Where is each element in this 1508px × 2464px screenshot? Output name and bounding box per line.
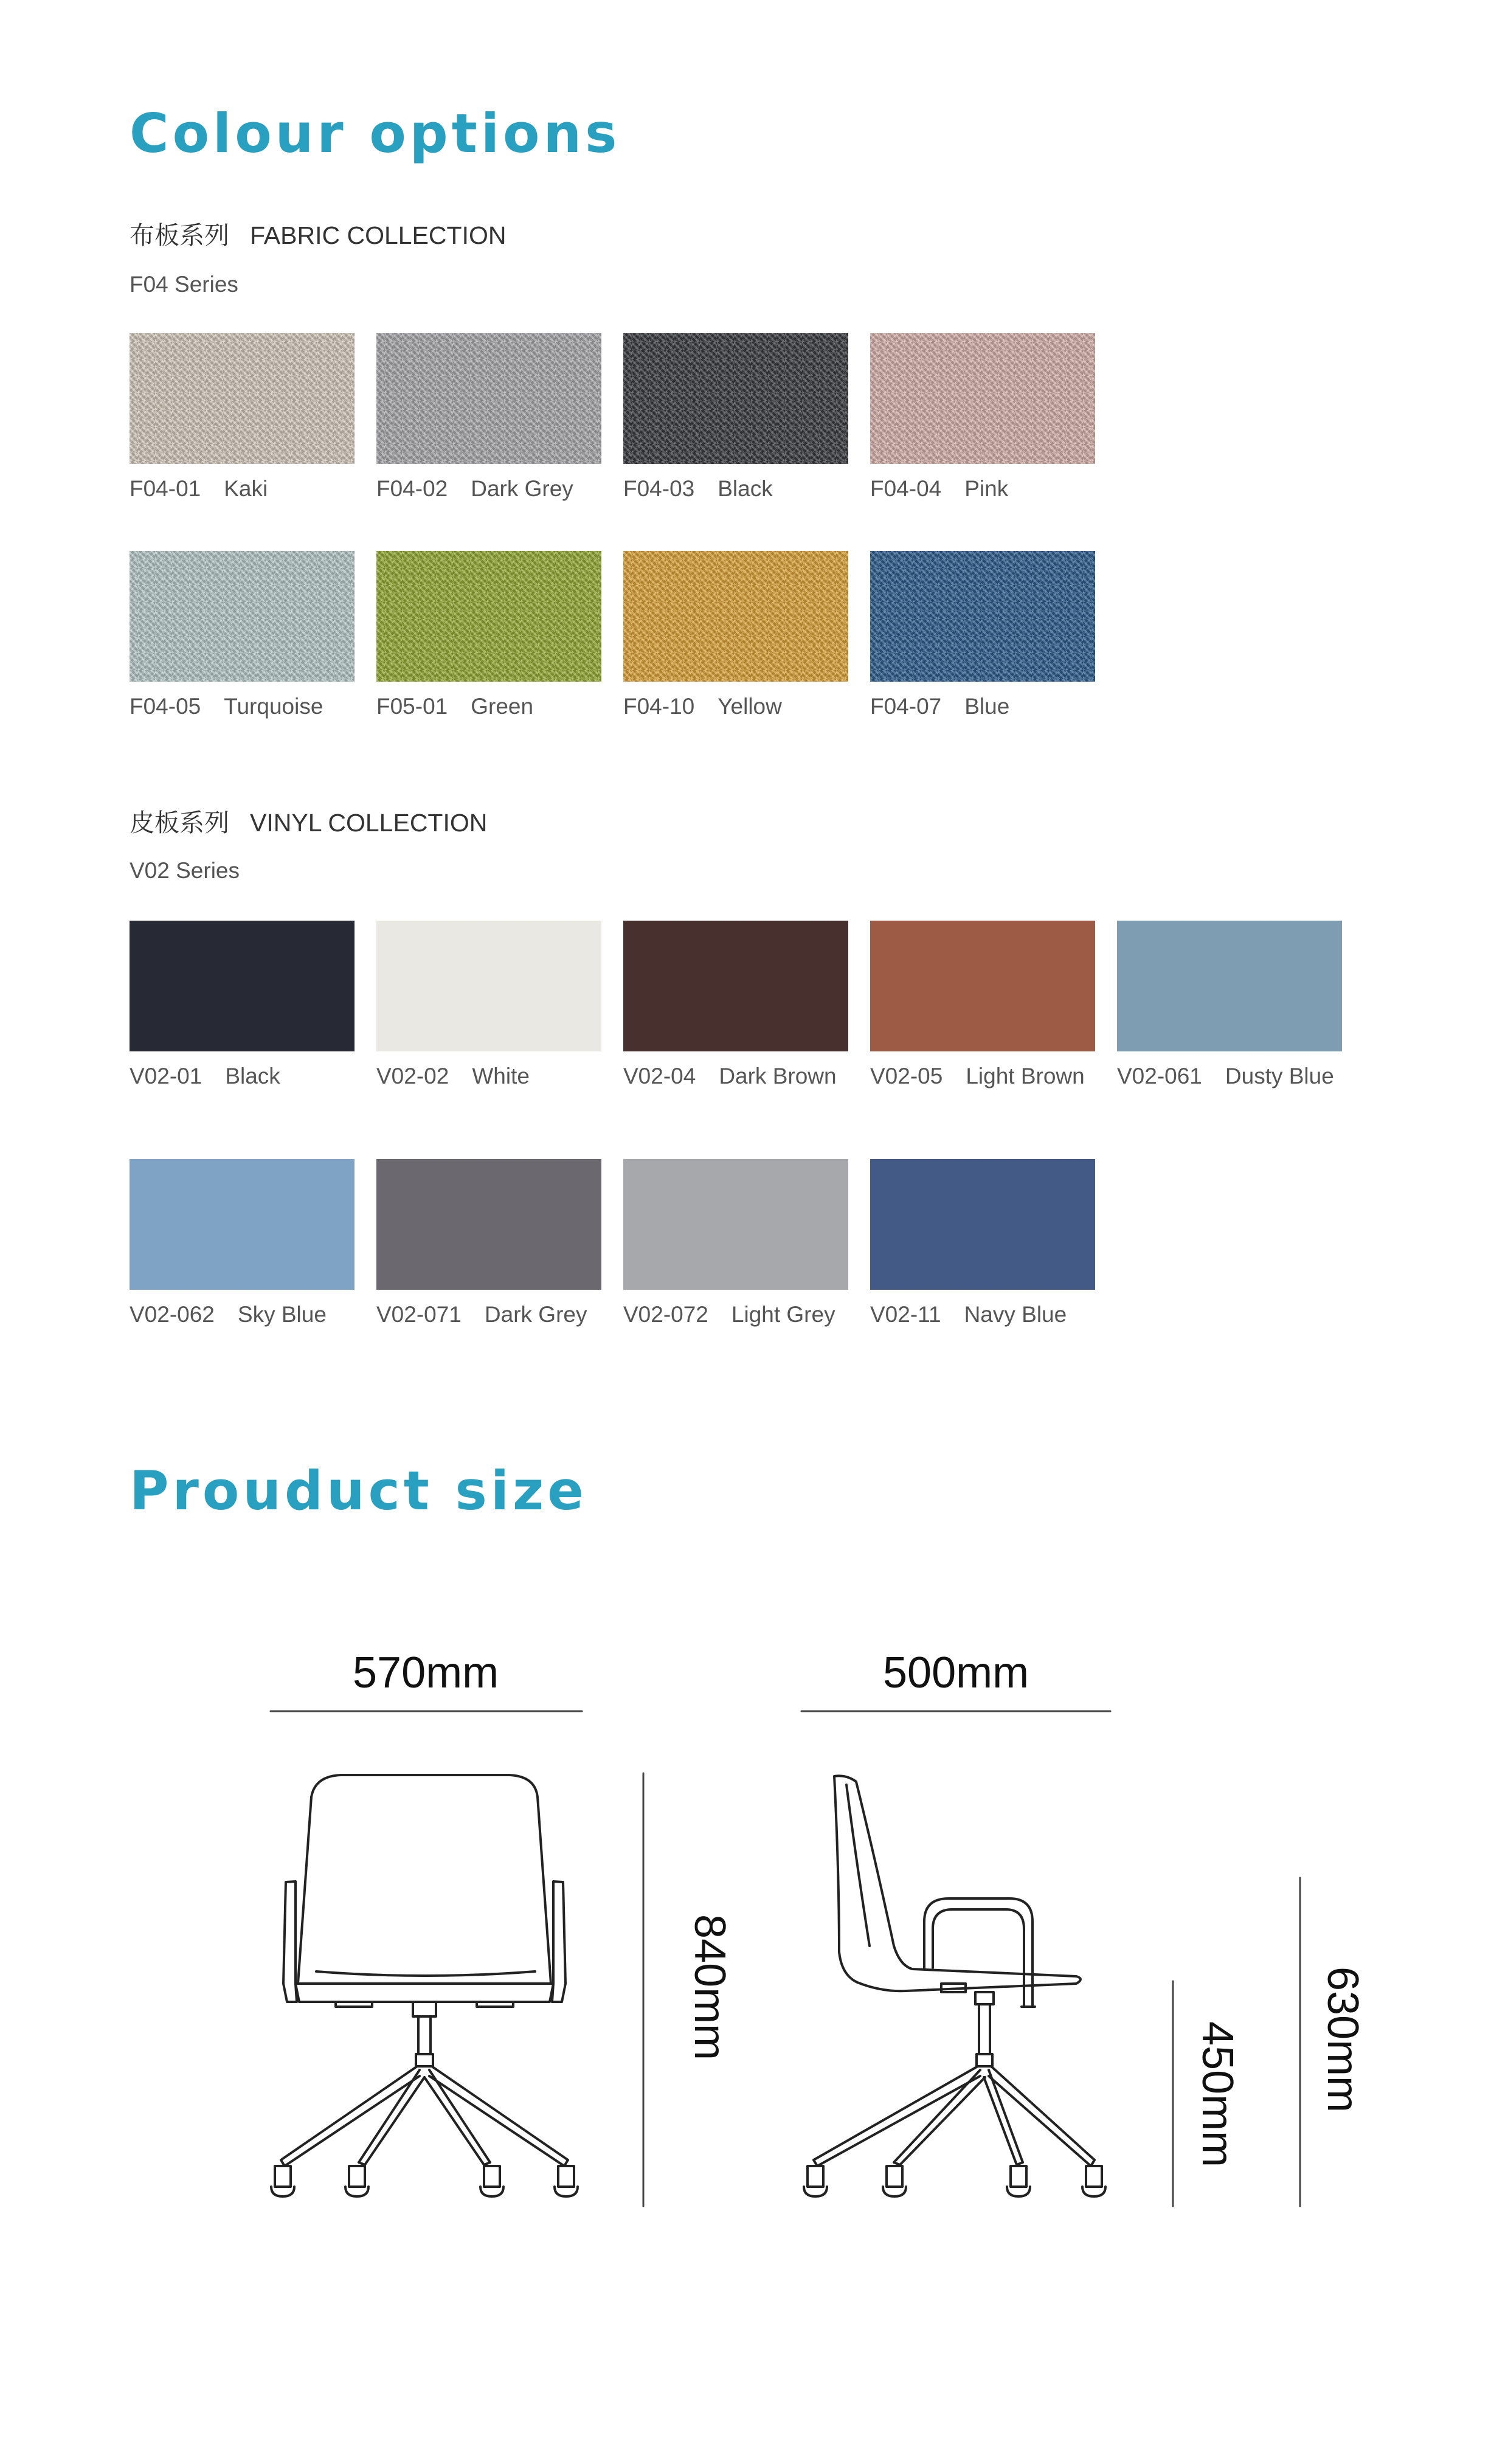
swatch-code: F04-10 <box>623 694 695 719</box>
dimension-lines <box>271 1711 1300 2206</box>
swatch-code: F04-04 <box>870 476 942 501</box>
swatch-name: White <box>472 1064 530 1088</box>
swatch-name: Kaki <box>224 476 268 501</box>
product-size-title: Prouduct size <box>130 1459 587 1522</box>
seat-height-label: 450mm <box>1193 2021 1242 2168</box>
swatch-code: F04-03 <box>623 476 695 501</box>
arm-height-label: 630mm <box>1318 1966 1367 2113</box>
fabric-series-label: F04 Series <box>130 272 238 297</box>
swatch-code: V02-071 <box>376 1302 462 1327</box>
swatch-code: V02-062 <box>130 1302 215 1327</box>
swatch-code: V02-04 <box>623 1064 696 1088</box>
swatch-name: Black <box>718 476 773 501</box>
swatch-code: F04-05 <box>130 694 201 719</box>
swatch-name: Light Brown <box>966 1064 1085 1088</box>
swatch-code: F05-01 <box>376 694 448 719</box>
swatch-code: F04-07 <box>870 694 942 719</box>
swatch-code: F04-01 <box>130 476 201 501</box>
colour-options-title: Colour options <box>130 102 621 165</box>
swatch-name: Dark Brown <box>719 1064 837 1088</box>
height-label: 840mm <box>685 1914 734 2061</box>
front-width-label: 570mm <box>353 1649 499 1697</box>
swatch-name: Sky Blue <box>237 1302 327 1327</box>
side-depth-label: 500mm <box>883 1649 1029 1697</box>
swatch-code: V02-072 <box>623 1302 708 1327</box>
vinyl-series-label: V02 Series <box>130 858 240 883</box>
fabric-heading-cn: 布板系列 <box>130 221 229 249</box>
fabric-heading-en: FABRIC COLLECTION <box>250 221 507 249</box>
swatch-name: Yellow <box>718 694 782 719</box>
swatch-name: Pink <box>964 476 1009 501</box>
swatch-code: V02-061 <box>1117 1064 1202 1088</box>
chair-front-view <box>271 1775 578 2196</box>
swatch-code: V02-01 <box>130 1064 202 1088</box>
swatch-name: Dusty Blue <box>1225 1064 1334 1088</box>
swatch-name: Light Grey <box>731 1302 835 1327</box>
swatch-name: Green <box>471 694 534 719</box>
chair-side-view <box>804 1776 1105 2196</box>
vinyl-heading-cn: 皮板系列 <box>130 809 229 837</box>
swatch-name: Blue <box>964 694 1010 719</box>
swatch-name: Dark Grey <box>471 476 573 501</box>
swatch-name: Turquoise <box>224 694 323 719</box>
swatch-code: V02-02 <box>376 1064 449 1088</box>
swatch-name: Dark Grey <box>484 1302 587 1327</box>
swatch-name: Navy Blue <box>964 1302 1067 1327</box>
swatch-code: V02-05 <box>870 1064 943 1088</box>
swatch-name: Black <box>225 1064 280 1088</box>
swatch-code: V02-11 <box>870 1302 941 1327</box>
vinyl-heading-en: VINYL COLLECTION <box>250 809 488 837</box>
swatch-code: F04-02 <box>376 476 448 501</box>
